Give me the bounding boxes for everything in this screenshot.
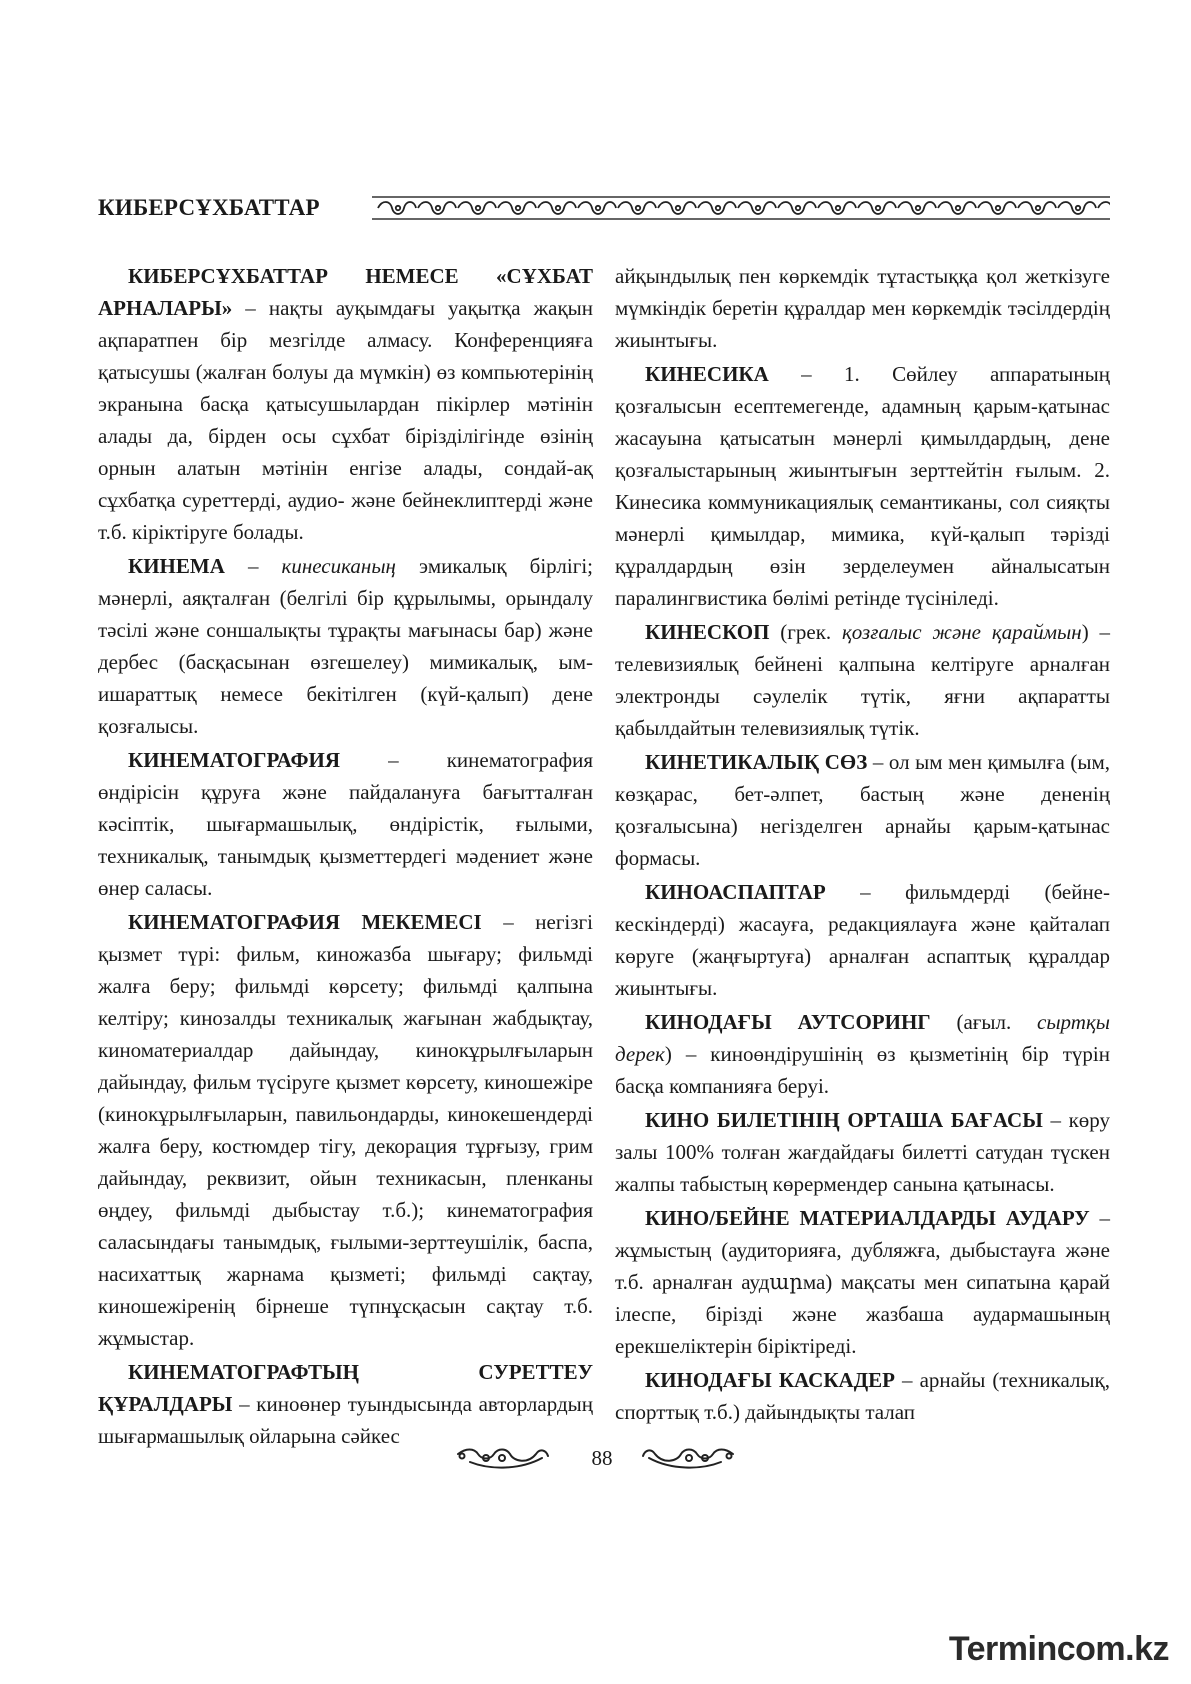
ornament-curl xyxy=(538,202,576,214)
ornament-dot xyxy=(916,206,920,210)
entry-kino-biletinin-bagasy xyxy=(615,1104,1110,1200)
ornament-dot xyxy=(636,206,640,210)
entry-definition: (ағыл. xyxy=(930,1010,1038,1034)
entry-definition: эмикалық бірлігі; мәнерлі, аяқталған (белгілі бір құрылымы, орындалу тәсілі және соншалықты тұрақты мағынасы бар) және дербес (басқасынан өзгешелеу) мимикалық, ым-ишараттық немесе бекітілген (күй-қалып) дене қозғалысы. xyxy=(98,554,593,738)
entry-kinodagy-autsoring xyxy=(615,1006,1110,1102)
entry-definition: ) – телевизиялық бейнені қалпына келтіруге арналған электронды сәулелік түтік, яғни ақпаратты қабылдайтын телевизиялық түтік. xyxy=(615,620,1110,740)
entry-definition: – негізгі қызмет түрі: фильм, киножазба шығару; фильмді жалға беру; фильмді көрсету; фильмді қалпына келтіру; кинозалды техникалық жағынан жабдықтау, киноматериалдар дайындау, кинокұрылғыларын дайындау, фильм түсіруге қызмет көрсету, киношежіре (кинокұрылғыларын, павильондарды, кинокешендерді жалға беру, костюмдер тігу, декорация тұрғызу, грим дайындау, реквизит, ойын техникасын, пленканы өңдеу, фильмді дыбыстау т.б.); кинематография саласындағы танымдық, ғылыми-зерттеушілік, баспа, насихаттық жарнама қызметі; фильмді сақтау, киношежіренің бірнеше түпнұсқасын сақтау т.б. жұмыстар. xyxy=(98,910,594,1350)
entry-continuation xyxy=(615,260,1110,356)
entry-italic: сыртқы дерек xyxy=(615,1010,1110,1066)
entry-definition: (грек. xyxy=(769,620,842,644)
entry-definition: – нақты ауқымдағы уақытқа жақын ақпаратпен бір мезгілде алмасу. Конференцияға қатысушы (жалған болуы да мүмкін) өз компьютерінің экранына басқа қатысушылардан пікірлер мәтінін алады да, бірден осы сұхбат бірізділігінде өзінің орнын алатын мәтінін енгізе алады, сондай-ақ сұхбатқа суреттерді, аудио- және бейнеклиптерді және т.б. кіріктіруге болады. xyxy=(98,296,593,544)
ornament-curl xyxy=(898,202,936,214)
ornament-curl xyxy=(458,202,496,214)
entry-definition: – арнайы (техникалық, спорттық т.б.) дайындықты талап xyxy=(615,1368,1110,1424)
entry-term: КИНЕМАТОГРАФТЫҢ СУРЕТТЕУ ҚҰРАЛДАРЫ xyxy=(98,1360,593,1416)
ornament-curl xyxy=(618,202,656,214)
ornament-dot xyxy=(396,206,400,210)
ornament-dot xyxy=(676,206,680,210)
ornament-dot xyxy=(716,206,720,210)
entry-definition: – кинематография өндірісін құруға және пайдалануға бағытталған кәсіптік, шығармашылық, өндірістік, ғылыми, техникалық, танымдық қызметтердегі мәдениет және өнер саласы. xyxy=(98,748,593,900)
ornament-curl xyxy=(698,202,736,214)
entry-kinematografiya xyxy=(98,744,593,904)
entry-term: КИНЕМАТОГРАФИЯ МЕКЕМЕСІ xyxy=(128,910,482,934)
ornament-dot xyxy=(436,206,440,210)
ornament-curl xyxy=(778,202,816,214)
entry-kinematografiya-mekemesi xyxy=(98,906,593,1354)
ornament-dot xyxy=(756,206,760,210)
entry-definition: ) – киноөндірушінің өз қызметінің бір түрін басқа компанияға беруі. xyxy=(615,1042,1110,1098)
entry-kinesika xyxy=(615,358,1110,614)
ornament-curl xyxy=(938,202,976,214)
ornament-curl xyxy=(818,202,856,214)
entry-term: КИНОДАҒЫ КАСКАДЕР xyxy=(645,1368,896,1392)
entry-definition: – фильмдерді (бейне-кескіндерді) жасауға, редакциялауға және қайталап көруге (жаңғыртуға) арналған аспаптық құралдар жиынтығы. xyxy=(615,880,1110,1000)
header-ornament xyxy=(372,194,1110,222)
ornament-dot xyxy=(596,206,600,210)
entry-term: КИНОДАҒЫ АУТСОРИНГ xyxy=(645,1010,931,1034)
entry-italic: қозғалыс және қараймын xyxy=(841,620,1082,644)
ornament-curl xyxy=(858,202,896,214)
entry-definition: – көру залы 100% толған жағдайдағы билетті сатудан түскен жалпы табыстың көрермендер санына қатынасы. xyxy=(615,1108,1110,1196)
ornament-dot xyxy=(516,206,520,210)
entry-kinema xyxy=(98,550,593,742)
entry-definition: – 1. Сөйлеу аппаратының қозғалысын есептемегенде, адамның қарым-қатынас жасауына қатысатын мәнерлі қимылдардың, дене қозғалыстарының жиынтығын зерттейтін ғылым. 2. Кинесика коммуникациялық семантиканы, сол сияқты мәнерлі қимылдар, мимика, күй-қалып тәрізді құралдардың өзін зерделеумен айналысатын паралингвистика бөлімі ретінде түсініледі. xyxy=(615,362,1110,610)
entry-kineskop xyxy=(615,616,1110,744)
entry-definition: – жұмыстың (аудиторияға, дубляжға, дыбыстауға және т.б. арналған аудարма) мақсаты мен сипатына қарай ілеспе, бірізді және жазбаша аудармашының ерекшеліктерін біріктіреді. xyxy=(615,1206,1110,1358)
ornament-curl xyxy=(1098,202,1110,214)
left-column xyxy=(98,260,593,1454)
entry-definition: – xyxy=(224,554,282,578)
entry-term: КИНЕСИКА xyxy=(645,362,769,386)
ornament-curl xyxy=(738,202,776,214)
ornament-curl xyxy=(418,202,456,214)
ornament-dot xyxy=(876,206,880,210)
ornament-curl xyxy=(498,202,536,214)
running-header-title: КИБЕРСҰХБАТТАР xyxy=(98,195,320,220)
entry-term: КИНЕТИКАЛЫҚ СӨЗ xyxy=(645,750,868,774)
ornament-curl xyxy=(1018,202,1056,214)
page-number: 88 xyxy=(591,1446,613,1470)
ornament-curl xyxy=(1058,202,1096,214)
ornament-curl xyxy=(378,202,416,214)
ornament-dot xyxy=(956,206,960,210)
ornament-dot xyxy=(796,206,800,210)
entry-kinodagy-kaskader xyxy=(615,1364,1110,1428)
entry-term: КИНОАСПАПТАР xyxy=(645,880,826,904)
right-column xyxy=(615,260,1110,1430)
entry-term: КИБЕРСҰХБАТТАР НЕМЕСЕ «СҰХБАТ АРНАЛАРЫ» xyxy=(98,264,593,320)
entry-definition: айқындылық пен көркемдік тұтастыққа қол жеткізуге мүмкіндік беретін құралдар мен көркемдік тәсілдердің жиынтығы. xyxy=(615,264,1110,352)
entry-kino-beine-audaru xyxy=(615,1202,1110,1362)
ornament-curl xyxy=(578,202,616,214)
entry-kinoaspaptar xyxy=(615,876,1110,1004)
entry-definition: – киноөнер туындысында авторлардың шығармашылық ойларына сәйкес xyxy=(98,1392,593,1448)
ornament-curl xyxy=(658,202,696,214)
site-watermark: Termincom.kz xyxy=(948,1630,1169,1668)
entry-kibersukhbattar xyxy=(98,260,593,548)
entry-kinematograftyn-suretteu xyxy=(98,1356,593,1452)
entry-definition: – ол ым мен қимылға (ым, көзқарас, бет-әлпет, бастың және дененің қозғалысына) негізделген арнайы қарым-қатынас формасы. xyxy=(615,750,1110,870)
entry-kinetikalyk-soz xyxy=(615,746,1110,874)
ornament-dot xyxy=(836,206,840,210)
entry-term: КИНО БИЛЕТІНІҢ ОРТАША БАҒАСЫ xyxy=(645,1108,1043,1132)
entry-term: КИНО/БЕЙНЕ МАТЕРИАЛДАРДЫ АУДАРУ xyxy=(645,1206,1090,1230)
entry-italic: кинесиканың xyxy=(281,554,396,578)
ornament-curl xyxy=(978,202,1016,214)
entry-term: КИНЕСКОП xyxy=(645,620,770,644)
ornament-dot xyxy=(556,206,560,210)
ornament-dot xyxy=(1076,206,1080,210)
ornament-dot xyxy=(1036,206,1040,210)
ornament-dot xyxy=(996,206,1000,210)
ornament-dot xyxy=(476,206,480,210)
entry-term: КИНЕМА xyxy=(128,554,225,578)
entry-term: КИНЕМАТОГРАФИЯ xyxy=(128,748,340,772)
